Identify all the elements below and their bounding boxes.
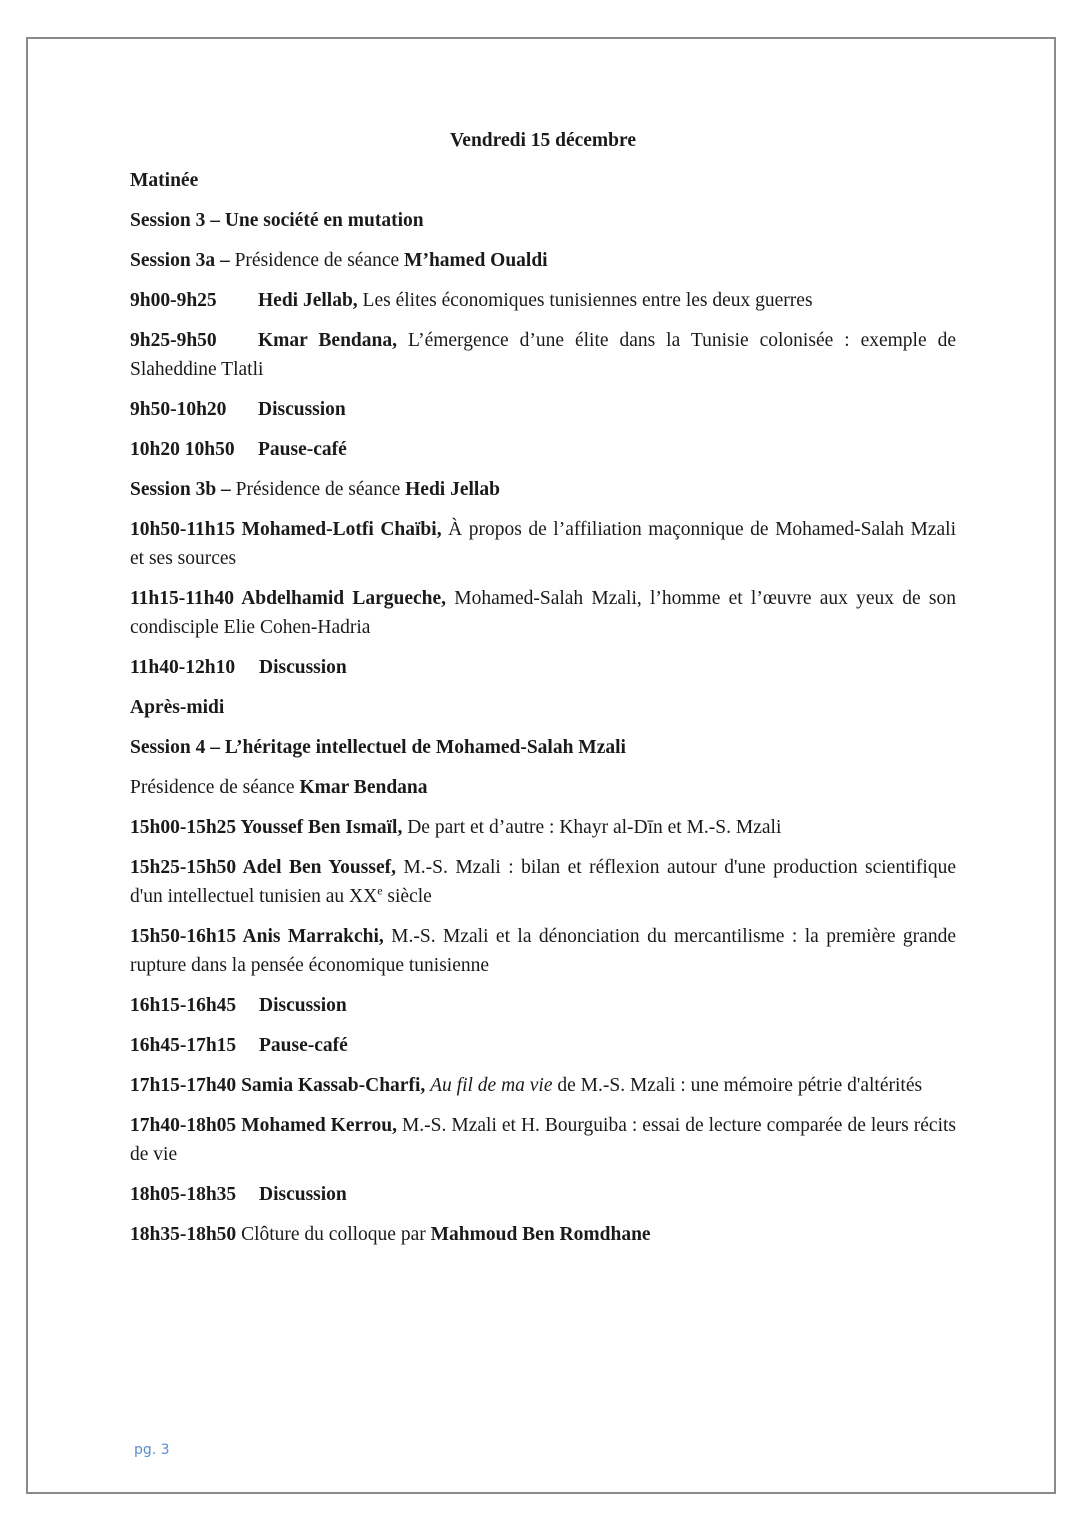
speaker-name: Hedi Jellab, <box>258 290 358 311</box>
talk-title: M.-S. Mzali et H. Bourguiba : essai de lecture comparée de leurs récits de vie <box>130 1115 956 1165</box>
program-row <box>130 1111 956 1169</box>
session-label: Session 3b – <box>130 479 231 500</box>
speaker-name: Mohamed Kerrou, <box>236 1115 397 1136</box>
program-row <box>130 326 956 384</box>
talk-title: De part et d’autre : Khayr al-Dīn et M.-S. Mzali <box>402 817 782 838</box>
program-content <box>130 126 956 1260</box>
book-title: Au fil de ma vie <box>430 1075 553 1096</box>
time-slot: 16h45-17h15 <box>130 1035 237 1056</box>
time-slot: 11h15-11h40 <box>130 588 235 609</box>
row-label: Discussion <box>259 657 347 678</box>
time-slot: 18h05-18h35 <box>130 1184 237 1205</box>
speaker-name: Anis Marrakchi, <box>236 926 384 947</box>
time-slot: 17h40-18h05 <box>130 1115 237 1136</box>
closing-speaker: Mahmoud Ben Romdhane <box>430 1224 651 1245</box>
talk-title: Les élites économiques tunisiennes entre les deux guerres <box>357 290 813 311</box>
speaker-name: Kmar Bendana, <box>258 330 397 351</box>
speaker-name: Youssef Ben Ismaïl, <box>236 817 403 838</box>
time-slot: 11h40-12h10 <box>130 657 236 678</box>
talk-title: M.-S. Mzali : bilan et réflexion autour d'une production scientifique d'un intellectuel tunisien au XX <box>130 857 956 907</box>
session-label: Session 3a – <box>130 250 230 271</box>
program-row <box>130 813 956 842</box>
session-4-heading: Session 4 – L’héritage intellectuel de Mohamed-Salah Mzali <box>130 737 626 758</box>
program-row <box>130 286 956 315</box>
talk-title: L’émergence d’une élite dans la Tunisie colonisée : exemple de Slaheddine Tlatli <box>130 330 956 380</box>
section-apres-midi: Après-midi <box>130 697 225 718</box>
speaker-name: Samia Kassab-Charfi, <box>236 1075 426 1096</box>
presidence-text: Présidence de séance <box>230 479 406 500</box>
time-slot: 15h25-15h50 <box>130 857 237 878</box>
talk-title: Mohamed-Salah Mzali, l’homme et l’œuvre aux yeux de son condisciple Elie Cohen-Hadria <box>130 588 956 638</box>
closing-text: Clôture du colloque par <box>236 1224 431 1245</box>
session-3-heading: Session 3 – Une société en mutation <box>130 210 424 231</box>
session-4-chair <box>130 773 956 802</box>
program-row <box>130 1071 956 1100</box>
row-label: Discussion <box>258 399 346 420</box>
time-slot: 18h35-18h50 <box>130 1224 237 1245</box>
talk-title-tail: siècle <box>382 886 432 907</box>
talk-title: de M.-S. Mzali : une mémoire pétrie d'altérités <box>552 1075 923 1096</box>
section-matinee: Matinée <box>130 170 199 191</box>
talk-title: À propos de l’affiliation maçonnique de Mohamed-Salah Mzali et ses sources <box>130 519 956 569</box>
chair-name: M’hamed Oualdi <box>404 250 548 271</box>
page-number: pg. 3 <box>134 1442 170 1458</box>
program-row <box>130 653 956 682</box>
time-slot: 16h15-16h45 <box>130 995 237 1016</box>
program-row <box>130 991 956 1020</box>
time-slot: 10h50-11h15 <box>130 519 236 540</box>
program-row <box>130 922 956 980</box>
time-slot: 17h15-17h40 <box>130 1075 237 1096</box>
program-row <box>130 584 956 642</box>
time-slot: 15h00-15h25 <box>130 817 237 838</box>
page-title: Vendredi 15 décembre <box>450 130 636 151</box>
time-slot: 9h50-10h20 <box>130 399 227 420</box>
presidence-text: Présidence de séance <box>229 250 405 271</box>
chair-name: Kmar Bendana <box>299 777 428 798</box>
time-slot: 15h50-16h15 <box>130 926 237 947</box>
speaker-name: Abdelhamid Largueche, <box>234 588 447 609</box>
row-label: Pause-café <box>258 439 347 460</box>
program-row <box>130 1220 956 1249</box>
time-slot: 10h20 10h50 <box>130 439 235 460</box>
speaker-name: Adel Ben Youssef, <box>236 857 396 878</box>
session-3a-heading <box>130 246 956 275</box>
program-row <box>130 1180 956 1209</box>
program-row <box>130 435 956 464</box>
chair-name: Hedi Jellab <box>405 479 500 500</box>
session-3b-heading <box>130 475 956 504</box>
program-row <box>130 395 956 424</box>
row-label: Discussion <box>259 995 347 1016</box>
speaker-name: Mohamed-Lotfi Chaïbi, <box>235 519 442 540</box>
time-slot: 9h25-9h50 <box>130 330 217 351</box>
program-row <box>130 1031 956 1060</box>
row-label: Discussion <box>259 1184 347 1205</box>
time-slot: 9h00-9h25 <box>130 290 217 311</box>
superscript: e <box>377 883 383 898</box>
row-label: Pause-café <box>259 1035 348 1056</box>
presidence-text: Présidence de séance <box>130 777 300 798</box>
talk-title: M.-S. Mzali et la dénonciation du mercantilisme : la première grande rupture dans la pensée économique tunisienne <box>130 926 956 976</box>
program-row <box>130 853 956 911</box>
program-row <box>130 515 956 573</box>
